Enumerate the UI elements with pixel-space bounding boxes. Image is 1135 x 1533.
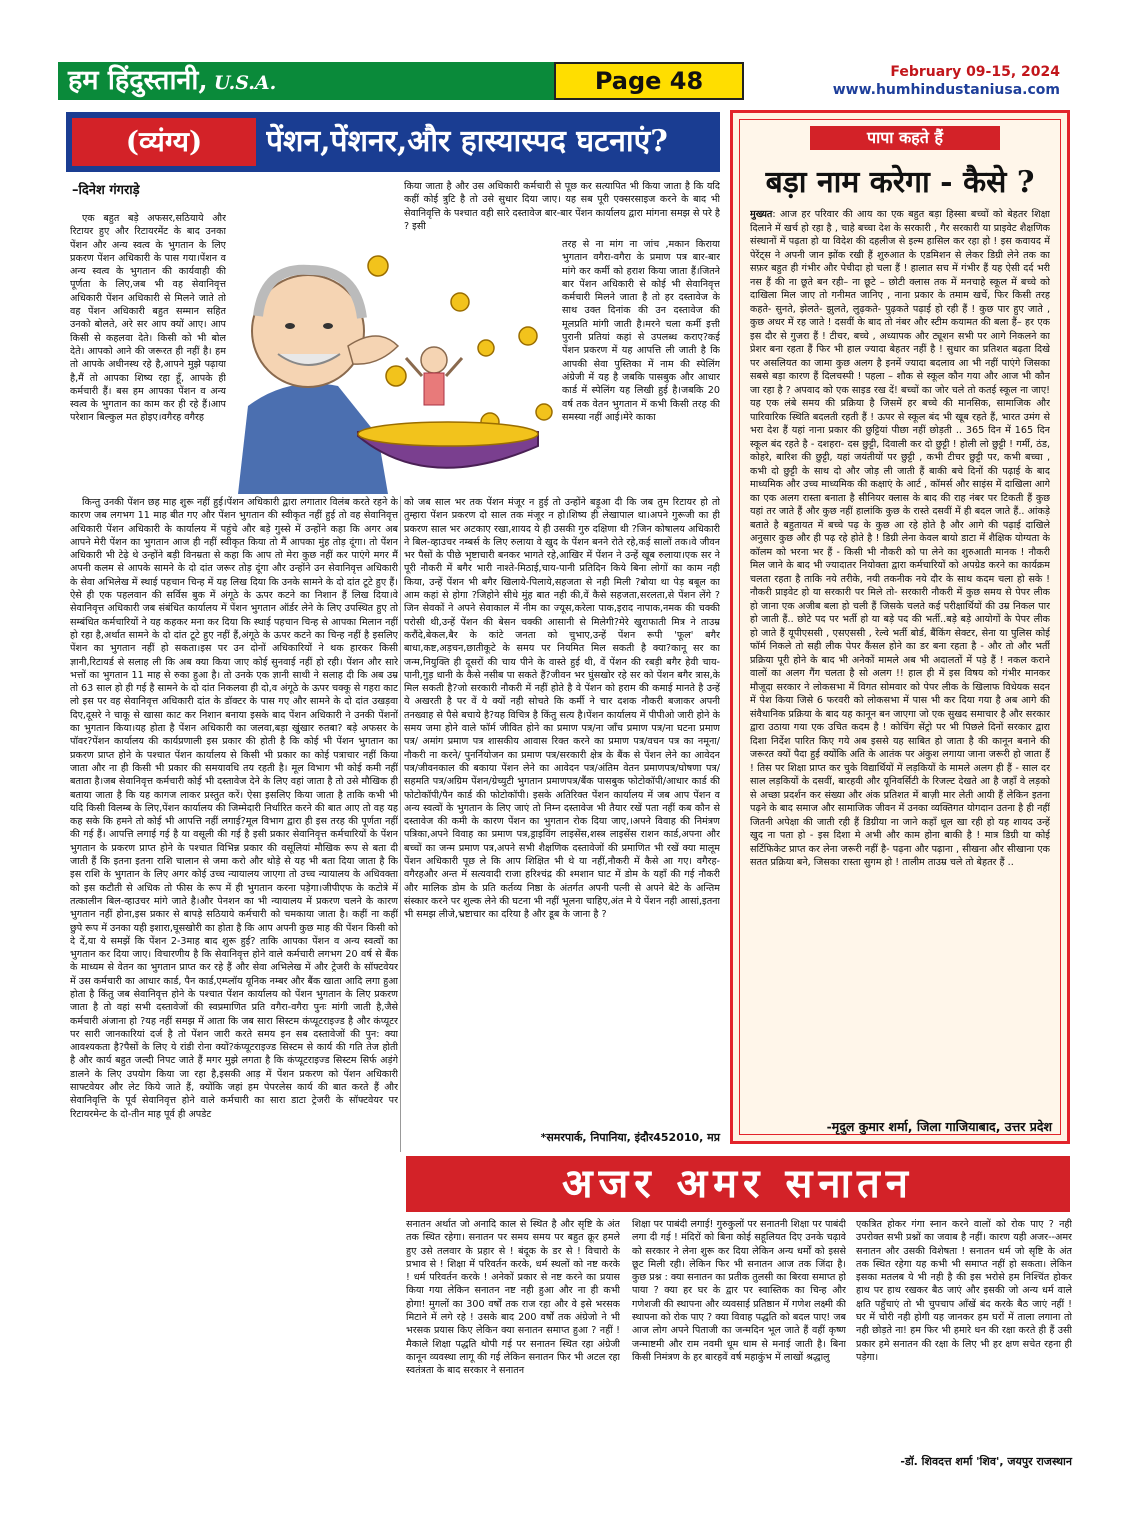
bottom-author: -डॉ. शिवदत्त शर्मा 'शिव', जयपुर राजस्थान <box>900 1455 1072 1468</box>
website-link[interactable]: www.humhindustaniusa.com <box>832 82 1060 98</box>
publication-logo <box>58 62 558 100</box>
sidebar-article <box>730 110 1070 1144</box>
issue-date: February 09-15, 2024 <box>890 64 1060 80</box>
paragraph: को जब साल भर तक पेंशन मंजूर न हुई तो उन्होंने बड़ूआ दी कि जब तुम रिटायर हो तो तुम्हारा पेंशन प्रकरण दो साल तक मंजूर न हो।शिष्य ही लेखापाल था।अपने गुरूजी का ही प्रकरण साल भर अटकाए रखा,शायद ये ही उसकी गुरु दक्षिणा थी ?जिन कोषालय अधिकारी ने बिल-व्हाउचर नम्बर्स के लिए रुलाया वे खुद के पेंशन बनने रोते रहे,कई सालों तक।वे जीवन भर पैसों के पीछे भृष्टाचारी बनकर भागते रहे,आखिर में पेंशन ने उन्हें खूब रुलाया।एक सर ने पूरी नौकरी में बगैर भारी नाश्ते-मिठाई,चाय-पानी प्रतिदिन किये बिना लोगों का काम नही किया, उन्हें पेंशन भी बगैर खिलाये-पिलाये,सहजता से नही मिली ?बोया था पेड़ बबूल का आम कहां से होगा ?जिहोने सीधे मुंह बात नही की,वें कैसे सहजता,सरलता,से पेंशन लेंगे ?जिन सेवकों ने अपने सेवाकाल में नीम का ज्यूस,करेला पाक,इराद नापाक,नमक की चक्की परोसी थी,उन्हें पेंशन की बेसन चक्की आसानी से मिलेगी?मेरे खुराफाती मित्र ने ताउम्र करौंदे,बेकल,बैर के कांटे जनता को चुभाए,उन्हें पेंशन रूपी 'फूल' बगैर बाधा,कष्ट,अड़चन,छातीकूटे के समय पर नियमित मिल सकती है क्या?कानू सर का जन्म,नियुक्ति ही दूसरों की चाय पीने के वास्ते हुई थी, वें पेंशन की रबड़ी बगैर हेवी चाय-पानी,गुड़ धानी के कैसे नसीब पा सकते हैं?जीवन भर घुंसखोर रहे सर को पेंशन बगैर त्रास,के मिल सकती है?जो सरकारी नौकरी में नहीं होते है वे पेंशन को हराम की कमाई मानते है उन्हें ये अखरती है पर वें ये क्यों नही सोचते कि कर्मी ने चार दशक नौकरी बजाकर अपनी तनख्वाह से पैसे बचाये है?यह विचित्र है किंतु सत्य है।पेंशन कार्यालय में पीपीओ जारी होने के समय जमा होने वाले फॉर्म जीवित होने का प्रमाण पत्र/ना जाँच प्रमाण पत्र/ना घटना प्रमाण पत्र/ अमांग प्रमाण पत्र शासकीय आवास रिक्त करने का प्रमाण पत्र/वचन पत्र का नमूना/ नौकरी ना करने/ पुनर्नियोजन का प्रमाण पत्र/सरकारी क्षेत्र के बैंक से पेंशन लेने का आवेदन पत्र/जीवनकाल की बकाया पेंशन लेने का आवेदन पत्र/अंतिम वेतन प्रमाणपत्र/घोषणा पत्र/सहमति पत्र/अग्रिम पेंशन/ग्रेच्युटी भुगतान प्रमाणपत्र/बैंक पासबुक फोटोकॉपी/आधार कार्ड की फोटोकॉपी/पैन कार्ड की फोटोकॉपी। इसके अतिरिक्त पेंशन कार्यालय में जब आप पेंशन व अन्य स्वत्वों के भुगतान के लिए जाएं तो निम्न दस्तावेज भी तैयार रखें पता नहीं कब कौन से दस्तावेज की कमी के कारण पेंशन का भुगतान रोक दिया जाए,।अपने विवाह की निमंत्रण पत्रिका,अपने विवाह का प्रमाण पत्र,ड्राइविंग लाइसेंस,शस्त्र लाइसेंस राशन कार्ड,अपना और बच्चों का जन्म प्रमाण पत्र,अपने सभी शैक्षणिक दस्तावेजों की प्रमाणित भी रखें क्या मालूम पेंशन अधिकारी पूछ ले कि आप शिक्षित भी थे या नहीं,नौकरी में कैसे आ गए। वगैरह-वगैरहऔर अन्त में सत्यवादी राजा हरिश्चंद्र की श्मशान घाट में डोम के यहाँ की गई नौकरी और मालिक डोम के प्रति कर्तव्य निष्ठा के अंतर्गत अपनी पत्नी से अपने बेटे के अन्तिम संस्कार करने पर शुल्क लेने की घटना भी नहीं भूलना चाहिए,अंत मे ये पेंशन नही आसां,इतना भी समझ लीजे,भ्रष्टाचार का दरिया है और डूब के जाना है ? <box>404 497 720 921</box>
paragraph: किया जाता है और उस अधिकारी कर्मचारी से पूछ कर सत्यापित भी किया जाता है कि यदि कहीं कोई त्रुटि है तो उसे सुधार दिया जाए। यह सब पूरी एक्सरसाइज करने के बाद भी सेवानिवृत्ति के पश्चात वही सारे दस्तावेज बार-बार पेंशन कार्यालय द्वारा मांगना समझ से परे है ? इसी <box>404 181 720 232</box>
logo-suffix: U.S.A. <box>213 72 277 94</box>
paragraph: किन्तु उनकी पेंशन छह माह शुरू नहीं हुई।पेंशन अधिकारी द्वारा लगातार विलंब करते रहने के कारण जब लगभग 11 माह बीत गए और पेंशन भुगतान की स्वीकृत नहीं हुई तो वह सेवानिवृत्त अधिकारी पेंशन अधिकारी के कार्यालय में पहुंचे और बड़े गुस्से में उन्होंने कहा कि अगर अब आपने मेरी पेंशन का भुगतान आज ही नहीं स्वीकृत किया तो मैं आपका मुंह तोड़ दूंगा। तो पेंशन अधिकारी भी टेढ़े थे उन्होंने बड़ी विनम्रता से कहा कि आप तो मेरा कुछ नहीं कर पाएंगे मगर मैं अपनी कलम से आपके सामने के दो दांत जरूर तोड़ दूंगा और उन्होंने उन सेवानिवृत्त अधिकारी के सेवा अभिलेख में स्थाई पहचान चिन्ह में यह लिख दिया कि उनके सामने के दो दांत टूटे हुए हैं।ऐसे ही एक पहलवान की सर्विस बुक में अंगूठे के ऊपर कटने का निशान हैं लिख दिया।वे सेवानिवृत्त अधिकारी जब संबंधित कार्यालय में पेंशन भुगतान ऑर्डर लेने के लिए उपस्थित हुए तो सम्बंधित कर्मचारियों ने यह कहकर मना कर दिया कि स्थाई पहचान चिन्ह से आपका मिलान नहीं हो रहा है,अर्थात सामने के दो दांत टूटे हुए नहीं हैं,अंगूठे के ऊपर कटने का चिन्ह नहीं है इसलिए पेंशन का भुगतान नहीं हो सकता।इस पर उन दोनों अधिकारियों ने थक हारकर किसी ज्ञानी,रिटायर्ड से सलाह ली कि अब क्या किया जाए कोई सुनवाई नहीं हो रही। पेंशन और सारे भत्तों का भुगतान 11 माह से रुका हुआ है। तो उनके एक ज्ञानी साथी ने सलाह दी कि अब उम्र तो 63 साल हो ही गई है सामने के दो दांत निकलवा ही दो,व अंगूठे के ऊपर चक्कू से गहरा काट लो इस पर वह सेवानिवृत्त अधिकारी दांत के डॉक्टर के पास गए और सामने के दो दांत उखड़वा दिए,दूसरे ने चाकू से खासा काट कर निशान बनाया इसके बाद पेंशन अधिकारी ने उनकी पेंशनों का भुगतान किया।यह होता है पेंशन अधिकारी का जलवा,बड़ा खुंखार रुतबा? बड़े अफसर के पॉवर?पेंशन कार्यालय की कार्यप्रणाली इस प्रकार की होती है कि कोई भी पेंशन भुगतान का प्रकरण प्राप्त होने के पश्चात पेंशन कार्यालय से किसी भी प्रकार का कोई पत्राचार नहीं किया जाता और ना ही किसी भी प्रकार की समयावधि तय रहती है। मूल विभाग भी कोई कमी नहीं बताता है।जब सेवानिवृत्त कर्मचारी कोई भी दस्तावेज देने के लिए वहां जाता है तो उसे मौखिक ही बताया जाता है कि यह कागज लाकर प्रस्तुत करें। ऐसा इसलिए किया जाता है ताकि कभी भी यदि किसी विलम्ब के लिए,पेंशन कार्यालय की जिम्मेदारी निर्धारित करने की बात आए तो वह यह कह सके कि हमने तो कोई भी आपत्ति नहीं लगाई?मूल विभाग द्वारा ही इस तरह की पूर्णता नहीं की गई हैं। आपत्ति लगाई गई है या वसूली की गई है इसी प्रकार सेवानिवृत्त कर्मचारियों के पेंशन भुगतान के प्रकरण प्राप्त होने के पश्चात विभिन्न प्रकार की वसूलियां मौखिक रूप से बता दी जाती हैं कि इतना इतना राशि चालान से जमा करो और थोड़े से यह भी बता दिया जाता है कि इस राशि के भुगतान के लिए अगर कोई उच्च न्यायालय जाएगा तो उच्च न्यायालय के अधिवक्ता को इस कटौती से अधिक तो फीस के रूप में ही भुगतान करना पड़ेगा।जीपीएफ के कटोत्रे में तत्कालीन बिल-व्हाउचर मांगे जाते है।और पेनशन का भी न्यायालय में प्रकरण चलने के कारण भुगतान नहीं होना,इस प्रकार से बापड़े सठियाये कर्मचारी को चमकाया जाता है। कहीं ना कहीं छुपे रूप में उनका यही इशारा,घूसखोरी का होता है कि आप अपनी कुछ माह की पेंशन किसी को दे दें,या ये समझें कि पेंशन 2-3माह बाद शुरू हुई? ताकि आपका पेंशन व अन्य स्वत्वों का भुगतान कर दिया जाए। विचारणीय है कि सेवानिवृत्त होने वाले कर्मचारी लगभग 20 वर्ष से बैंक के माध्यम से वेतन का भुगतान प्राप्त कर रहे हैं और सेवा अभिलेख में और ट्रेजरी के सॉफ्टवेयर में उस कर्मचारी का आधार कार्ड, पैन कार्ड,एम्प्लॉय यूनिक नम्बर और बैंक खाता आदि लगा हुआ होता है किंतु जब सेवानिवृत्त होने के पश्चात पेंशन कार्यालय को पेंशन भुगतान के लिए प्रकरण जाता है तो वहां सभी दस्तावेजों की स्वप्रमाणित प्रति वगैरा-वगैरा पुनः मांगी जाती है,जैसे कर्मचारी अंजाना हो ?यह नहीं समझ में आता कि जब सारा सिस्टम कंप्यूटराइज्ड है और कंप्यूटर पर सारी जानकारियां दर्ज है तो पेंशन जारी करते समय इन सब दस्तावेजों की पुन: क्या आवश्यकता है?पैसों के लिए ये रांडी रोना क्यों?कंप्यूटराइज्ड सिस्टम से कार्य की गति तेज होती है और कार्य बहुत जल्दी निपट जाते हैं मगर मुझे लगता है कि कंप्यूटराइज्ड सिस्टम सिर्फ अड़ंगे डालने के लिए उपयोग किया जा रहा है,इसकी आड़ में पेंशन प्रकरण को पेंशन अधिकारी साफ्टवेयर और लेट किये जाते हैं, क्योंकि जहां हम पेपरलेस कार्य की बात करते हैं और सेवानिवृत्ति के पूर्व सेवानिवृत्त होने वाले कर्मचारी का सारा डाटा ट्रेजरी के सॉफ्टवेयर पर रिटायरमेन्ट के दो-तीन माह पूर्व ही अपडेट <box>70 497 398 1120</box>
sidebar-tag: पापा कहते हैं <box>810 126 1000 150</box>
pension-cartoon <box>228 236 560 494</box>
sidebar-body: : आज हर परिवार की आय का एक बहुत बड़ा हिस्सा बच्चों को बेहतर शिक्षा दिलाने में खर्च हो रहा है , चाहे बच्चा देश के सरकारी , गैर सरकारी या प्राइवेट शैक्षणिक संस्थानों में पढ़ता हो या विदेश की दहलीज से इल्म हासिल कर रहा हो ! इस कवायद में पेरेंट्स ने अपनी जान झोंक रखी हैं शुरुआत के एडमिशन से लेकर डिग्री लेने तक का सफ़र बहुत ही गंभीर और पेचीदा हो चला हैं ! हालात सच में गंभीर हैं यह ऐसी दर्द भरी नस हैं की ना छूते बन रही– ना छूटे – छोटी क्लास तक में मनचाहे स्कूल में बच्चे को दाखिला मिल जाए तो गनीमत जानिए , नाना प्रकार के तमाम खर्चे, फिर किसी तरह कहते- सुनते, झेलते- झुलते, लुढ़कते- पुढ़कते पढ़ाई हो रही हैं ! कुछ पार हुए जाते , कुछ अधर में रह जाते ! दसवीं के बाद तो नंबर और स्टीम कयामत की बला हैं– हर एक इस दौर से गुजरा हैं ! टीचर, बच्चे , अध्यापक और ट्यूशन सभी पर आगे निकलने का प्रेशर बना रहता हैं फिर भी हाल ज्यादा बेहतर नहीं है ! सुधार का प्रतिशत बढ़ता दिखे पर असलियत का जामा कुछ अलग है इनमें ज्यादा बदलाव आ भी नहीं पाएंगे जिसका सबसे बड़ा कारण हैं दिलचस्पी ! पहला – शौक से स्कूल कौन गया और आज भी कौन जा रहा है ? अपवाद को एक साइड रख दें! बच्चों का जोर चले तो कतई स्कूल ना जाए! यह एक लंबे समय की प्रक्रिया है जिसमें हर बच्चे की मानसिक, सामाजिक और पारिवारिक स्थिति बदलती रहती हैं ! ऊपर से स्कूल बंद भी खूब रहते हैं, भारत उमंग से भरा देश हैं यहां नाना प्रकार की छुट्टियां पीछा नहीं छोड़ती .. 365 दिन में 165 दिन स्कूल बंद रहते है - दशहरा- दस छुट्टी, दिवाली कर दो छुट्टी ! होली लो छुट्टी ! गर्मी, ठंड, कोहरे, बारिश की छुट्टी, यहां जयंतीयों पर छुट्टी , कभी टीचर छुट्टी पर, कभी बच्चा , कभी दो छुट्टी के साथ दो और जोड़ ली जाती हैं बाकी बचे दिनों की पढ़ाई के बाद माध्यमिक और उच्च माध्यमिक की कक्षाएं के आर्ट , कॉमर्स और साइंस में दाखिला आगे का एक अलग रास्ता बनाता है सीनियर क्लास के बाद की राह नंबर पर टिकती हैं कुछ यहां तर जाते हैं और कुछ नहीं हालांकि कुछ के रास्ते दसवीं में ही बदल जाते हैं.. आंकड़े बताते है बहुतायत में बच्चे पढ़ के कुछ आ रहे होते है और आगे की पढ़ाई दाखिले अनुसार कुछ और ही पढ़ रहे होते है ! डिग्री लेना केवल बायो डाटा में शैक्षिक योग्यता के कॉलम को भरना भर हैं - किसी भी नौकरी को पा लेने का शुरुआती मानक ! नौकरी मिल जाने के बाद भी ज्यादातर नियोक्ता द्वारा कर्मचारियों को अपग्रेड करने का कार्यक्रम चलता रहता है ताकि नये तरीके, नयी तकनीक नये दौर के साथ कदम चला हो सके ! नौकरी प्राइवेट हो या सरकारी पर मिले तो- सरकारी नौकरी में कुछ समय से पेपर लीक हो जाना एक अजीब बला हो चली हैं जिसके चलते कई परीक्षार्थियों की उम्र निकल पार हो जाती हैं.. छोटे पद पर भर्ती हो या बड़े पद की भर्ती..बड़े बड़े आयोगों के पेपर लीक हो जाते हैं यूपीएससी , एसएससी , रेल्वे भर्ती बोर्ड, बैंकिंग सेक्टर, सेना या पुलिस कोई फॉर्म निकले तो सही लीक पेपर कैंसल होने का डर बना रहता है - और तो और भर्ती प्रक्रिया पूरी होने के बाद भी अनेकों मामले अब भी अदालतों में पड़े हैं ! नकल कराने वालों का अलग गैंग चलता है सो अलग !! हाल ही में इस विषय को गंभीर मानकर मौजूदा सरकार ने लोकसभा में विगत सोमवार को पेपर लीक के खिलाफ विधेयक सदन में पेश किया जिसे 6 फरवरी को लोकसभा में पास भी कर दिया गया है अब आगे की संवैधानिक प्रक्रिया के बाद यह कानून बन जाएगा जो एक सुखद समाचार है और सरकार द्वारा उठाया गया एक उचित कदम है ! कोचिंग सेंट्रो पर भी पिछले दिनों सरकार द्वारा दिशा निर्देश पारित किए गये अब इससे यह साबित हो जाता है की कानून बनाने की जरूरत क्यों पैदा हुई क्योंकि अति के आतंक पर अंकुश लगाया जाना जरूरी हो जाता हैं ! तिस पर शिक्षा प्राप्त कर चुके विद्यार्थियों में लड़कियों के मामले अलग ही हैं - साल दर साल लड़कियों के दसवीं, बारहवी और यूनिवर्सिटी के रिजल्ट देखते आ है जहाँ वे लड़को से अच्छा प्रदर्शन कर संख्या और अंक प्रतिशत में बाज़ी मार लेती आयी हैं लेकिन इतना पढ़ने के बाद समाज और सामाजिक जीवन में उनका व्यक्तिगत योगदान उतना है ही नहीं जितनी अपेक्षा की जाती रही हैं डिग्रीया ना जाने कहाँ धूल खा रही हो यह शायद उन्हें खुद ना पता हो - इस दिशा मे अभी और काम होना बाकी है ! मात्र डिग्री या कोई सर्टिफिकेट प्राप्त कर लेना जरूरी नहीं है- पढ़ना और पढ़ाना , सीखना और सीखाना एक सतत प्रक्रिया बने, जिसका रास्ता सुगम हो ! तालीम ताउम्र चले तो बेहतर हैं .. <box>750 209 1050 868</box>
column-divider <box>400 496 401 1152</box>
author-address: *समरपार्क, निपानिया, इंदौर452010, मप्र <box>540 1131 720 1144</box>
article-tag: (व्यंग्य) <box>72 118 256 166</box>
paragraph: एक बहुत बड़े अफसर,सठियाये और रिटायर हुए और रिटायरमेंट के बाद उनका पेंशन और अन्य स्वत्व के भुगतान के लिए प्रकरण पेंशन अधिकारी के पास गया।पेंशन व अन्य स्वत्व के भुगतान की कार्यवाही की पूर्णता के लिए,जब भी वह सेवानिवृत्त अधिकारी पेंशन अधिकारी से मिलने जाते तो वह पेंशन अधिकारी बहुत सम्मान सहित उनको बोलते, अरे सर आप क्यों आए। आप किसी से कहलवा देते। किसी को भी बोल देते। आपको आने की जरूरत ही नहीं है। हम तो आपके अधीनस्थ रहे है,आपने मुझे पढ़ाया है,मैं तो आपका शिष्य रहा हूँ, आपके ही कर्मचारी हैं। बस हम आपका पेंशन व अन्य स्वत्व के भुगतान का काम कर ही रहे हैं।आप परेशान बिल्कुल मत होइए।वगैरह वगैरह <box>70 213 226 424</box>
article-col2-bottom <box>404 496 720 1128</box>
article-col2-mid <box>562 238 720 494</box>
article-byline: –दिनेश गंगराड़े <box>72 183 140 198</box>
article-headline <box>66 112 720 172</box>
article-col1-bottom <box>70 496 398 1496</box>
article-col1-top <box>70 212 226 494</box>
article-title: पेंशन,पेंशनर,और हास्यास्पद घटनाएं? <box>266 124 668 159</box>
sidebar-author: -मृदुल कुमार शर्मा, जिला गाजियाबाद, उत्तर प्रदेश <box>826 1119 1052 1134</box>
article-col2-top <box>404 180 720 236</box>
page-number: Page 48 <box>554 62 744 100</box>
paragraph: तरह से ना मांग ना जांच ,मकान किराया भुगतान वगैरा-वगैरा के प्रमाण पत्र बार-बार मांगे कर कर्मी को हराश किया जाता हैं।जितने बार पेंशन अधिकारी से कोई भी सेवानिवृत्त कर्मचारी मिलने जाता है तो हर दस्तावेज के साथ उक्त दिनांक की उन दस्तावेज की मूलप्रति मांगी जाती है।मरने चला कर्मी इत्ती पुरानी प्रतियां कहां से उपलब्ध कराए?कई पेंशन प्रकरण में यह आपत्ति ली जाती है कि आपकी सेवा पुस्तिका में नाम की स्पेलिंग अंग्रेजी में यह है जबकि पासबुक और आधार कार्ड में स्पेलिंग यह लिखी हुई है।जबकि 20 वर्ष तक वेतन भुगतान में कभी किसी तरह की समस्या नहीं आई।मेरे काका <box>562 239 720 423</box>
bottom-article-title: अजर अमर सनातन <box>406 1156 1070 1212</box>
article-illustration <box>228 236 560 494</box>
masthead <box>58 62 1098 100</box>
logo-text: हम हिंदुस्तानी, <box>68 65 208 96</box>
bottom-col1: सनातन अर्थात जो अनादि काल से स्थित है और सृष्टि के अंत तक स्थित रहेगा। सनातन पर समय समय पर बहुत क्रूर हमले हुए उसे तलवार के प्रहार से ! बंदूक के डर से ! विचारो के प्रभाव से ! शिक्षा में परिवर्तन करके, धर्म स्थलों को नष्ट करके ! धर्म परिवर्तन करके ! अनेकों प्रकार से नष्ट करने का प्रयास किया गया लेकिन सनातन नष्ट नही हुआ और ना ही कभी होगा! मुगलों का 300 वर्षों तक राज रहा और वे इसे भरसक मिटाने में लगे रहे ! उसके बाद 200 वर्षों तक अंग्रेजो ने भी भरसक प्रयास किए लेकिन क्या सनातन समाप्त हुआ ? नहीं ! मैकाले शिक्षा पद्धति थोपी गई पर सनातन स्थित रहा अंग्रेजी कानून व्यवस्था लागू की गई लेकिन सनातन फिर भी अटल रहा स्वतंत्रता के बाद सरकार ने सनातन <box>406 1219 620 1377</box>
sidebar-lead: मुख्यत <box>750 209 773 220</box>
bottom-col2: शिक्षा पर पाबंदी लगाई! गुरुकुलों पर सनातनी शिक्षा पर पाबंदी लगा दी गई ! मंदिरों को बिना कोई सहूलियत दिए उनके चढ़ावे को सरकार ने लेना शुरू कर दिया लेकिन अन्य धर्मों को इससे छूट मिली रही। लेकिन फिर भी सनातन आज तक जिंदा है। कुछ प्रश्न : क्या सनातन का प्रतीक तुलसी का बिरवा समाप्त हो पाया ? क्या हर घर के द्वार पर स्वास्तिक का चिन्ह और गणेशजी की स्थापना और व्यवसाई प्रतिष्ठान में गणेश लक्ष्मी की स्थापना को रोक पाए ? क्या विवाह पद्धति को बदल पाए! जब आज लोग अपने पिताजी का जन्मदिन भूल जाते हैं वहीं कृष्ण जन्माष्टमी और राम नवमी धूम धाम से मनाई जाती है। बिना किसी निमंत्रण के हर बारहवें वर्ष महाकुंभ में लाखों श्रद्धालु <box>632 1219 846 1363</box>
bottom-col3: एकत्रित होकर गंगा स्नान करने वालों को रोक पाए ? नही उपरोक्त सभी प्रश्नों का जवाब है नहीं। कारण यही अजर--अमर सनातन और उसकी विशेषता ! सनातन धर्म जो सृष्टि के अंत तक स्थित रहेगा यह कभी भी समाप्त नहीं हो सकता। लेकिन इसका मतलब ये भी नही है की इस भरोसे हम निश्चिंत होकर हाथ पर हाथ रखकर बैठ जाएं और इसकी जो अन्य धर्म वाले क्षति पहुँचाएं तो भी चुपचाप आँखें बंद करके बैठ जाएं नहीं ! घर में चोरी नही होगी यह जानकर हम घरों में ताला लगाना तो नही छोड़ते ना! हम फिर भी हमारे धन की रक्षा करते ही हैं उसी प्रकार हमे सनातन की रक्षा के लिए भी हर क्षण सचेत रहना ही पड़ेगा। <box>856 1219 1072 1363</box>
sidebar-text <box>750 208 1050 1100</box>
sidebar-title: बड़ा नाम करेगा - कैसे ? <box>765 165 1035 200</box>
sidebar-inner <box>739 119 1061 1135</box>
